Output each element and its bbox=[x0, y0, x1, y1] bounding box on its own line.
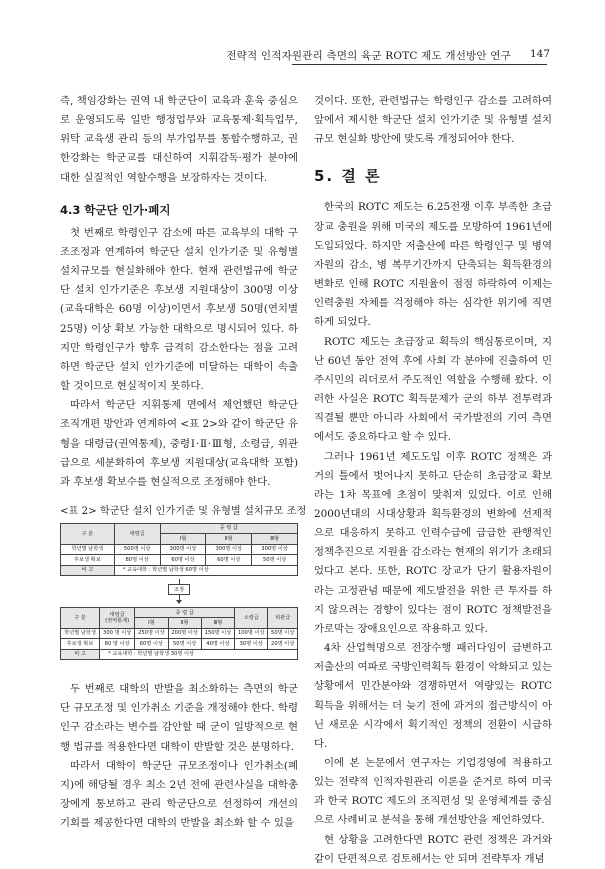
running-header-title: 전략적 인적자원관리 측면의 육군 ROTC 제도 개선방안 연구 bbox=[226, 50, 511, 62]
table-cell: 300명 이상 bbox=[252, 544, 298, 554]
left-column bbox=[60, 92, 307, 833]
paragraph: 이에 본 논문에서 연구자는 기업경영에 적용하고 있는 전략적 인적자원관리 이론을 준거로 하여 미국과 한국 ROTC 제도의 조직편성 및 운영체계를 중심으로 사례비교 분석을 통해 개선방안을 제언하였다. bbox=[314, 757, 552, 827]
table-header-cell: 대령급 bbox=[114, 523, 160, 544]
table-cell: 60명 이상 bbox=[206, 555, 252, 565]
arrow-down-icon bbox=[176, 600, 182, 604]
table-header-cell: Ⅱ형 bbox=[168, 618, 201, 628]
table-header-cell: Ⅲ형 bbox=[201, 618, 234, 628]
table-row bbox=[61, 628, 298, 638]
table-row bbox=[61, 544, 298, 554]
table-cell: 200명 이상 bbox=[168, 628, 201, 638]
adjust-arrow bbox=[60, 579, 298, 604]
adjust-label: 조정 bbox=[168, 584, 190, 595]
table-cell: 60명 이상 bbox=[135, 639, 168, 649]
table-cell: 60명 이상 bbox=[160, 555, 206, 565]
table-header-cell: 대령급 (권역통제) bbox=[100, 608, 135, 629]
section-heading-conclusion: 5. 결 론 bbox=[314, 167, 382, 186]
table-cell: 300명 이상 bbox=[160, 544, 206, 554]
table-cell: 50명 이상 bbox=[168, 639, 201, 649]
paragraph: 두 번째로 대학의 반발을 최소화하는 측면의 학군단 규모조정 및 인가취소 기준을 개정해야 한다. 학령인구 감소라는 변수를 감안할 때 군이 일방적으로 현행 법규를 적용한다면 대학이 반발할 것은 분명하다. bbox=[60, 683, 298, 753]
table-header-cell: Ⅰ형 bbox=[160, 534, 206, 544]
table-header-cell: Ⅲ형 bbox=[252, 534, 298, 544]
table-note: * 교육대학 : 학년별 남학생 30명 이상 bbox=[100, 649, 298, 659]
table-row bbox=[61, 639, 298, 649]
table-cell: 비 고 bbox=[61, 649, 100, 659]
table-caption: <표 2> 학군단 설치 인가기준 및 유형별 설치규모 조정 bbox=[60, 505, 307, 517]
paragraph: 따라서 대학이 학군단 규모조정이나 인가취소(폐지)에 해당될 경우 최소 2년 전에 관련사실을 대학총장에게 통보하고 관리 학군단으로 선정하여 개선의 기회를 제공한다면 대학의 반발을 최소화 할 수 있을 bbox=[60, 759, 298, 830]
table-cell: 학년별 남학생 bbox=[61, 544, 115, 554]
table-before bbox=[60, 523, 298, 576]
table-cell: 100명 이상 bbox=[235, 628, 268, 638]
table-cell: 80명 이상 bbox=[114, 555, 160, 565]
table-cell: 80 명 이상 bbox=[100, 639, 135, 649]
paragraph: 첫 번째로 학령인구 감소에 따른 교육부의 대학 구조조정과 연계하여 학군단 설치 인가기준 및 유형별 설치규모를 현실화해야 한다. 현재 관련법규에 학군단 설치 인가기준은 후보생 지원대상이 300명 이상(교육대학은 60명 이상)이면서 후보생 50명(연치별 25명) 이상 확보 가능한 대학으로 명시되어 있다. 하지만 학령인구가 향후 급격히 감소한다는 점을 고려하면 학군단 설치 인가기준에 미달하는 대학이 속출할 것이므로 현실적이지 못하다. bbox=[60, 226, 298, 393]
paragraph-continued: 즉, 책임강화는 권역 내 학군단이 교육과 훈육 중심으로 운영되도록 일반 행정업무와 교육통제·획득업무, 위탁 교육생 관리 등의 부가업무를 통합수행하고, 권한강화는 학군교를 대신하여 지휘감독·평가 분야에 대한 실질적인 역할수행을 보장하자는 것이다. bbox=[60, 95, 298, 184]
table-header-cell: 중 령 급 bbox=[160, 523, 297, 533]
page-number: 147 bbox=[530, 48, 551, 60]
right-column bbox=[314, 92, 552, 869]
table-header-cell: 구 분 bbox=[61, 608, 100, 629]
running-header bbox=[0, 46, 605, 66]
table-cell: 비 고 bbox=[61, 565, 115, 575]
table-header-cell: Ⅱ형 bbox=[206, 534, 252, 544]
table-header-cell: 위관급 bbox=[268, 608, 298, 629]
table-cell: 학년별 남학생 bbox=[61, 628, 100, 638]
table-note: * 교육대학 : 학년별 남학생 60명 이상 bbox=[114, 565, 297, 575]
table-header-cell: 구 분 bbox=[61, 523, 115, 544]
paragraph: ROTC 제도는 초급장교 획득의 핵심통로이며, 지난 60년 동안 전역 후에 사회 각 분야에 진출하여 민주시민의 리더로서 주도적인 역할을 수행해 왔다. 이러한 사실은 ROTC 획득문제가 군의 하부 전투력과 직결될 뿐만 아니라 사회에서 국가발전의 기여 측면에서도 중요하다고 할 수 있다. bbox=[314, 335, 552, 444]
table-row bbox=[61, 649, 298, 659]
table-cell: 50명 이상 bbox=[252, 555, 298, 565]
table-cell: 300 명 이상 bbox=[100, 628, 135, 638]
paragraph: 현 상황을 고려한다면 ROTC 관련 정책은 과거와 같이 단편적으로 검토해서는 안 되며 전략투자 개념 bbox=[314, 833, 552, 865]
paragraph: 한국의 ROTC 제도는 6.25전쟁 이후 부족한 초급장교 충원을 위해 미국의 제도를 모방하여 1961년에 도입되었다. 하지만 저출산에 따른 학령인구 및 병역자원의 감소, 병 복무기간까지 단축되는 획득환경의 변화로 인해 ROTC 지원율이 점점 하락하여 이제는 인력충원 자체를 걱정해야 하는 심각한 위기에 직면하게 되었다. bbox=[314, 201, 552, 329]
header-rule bbox=[292, 64, 547, 65]
paragraph-continued: 것이다. 또한, 관련법규는 학령인구 감소를 고려하여 앞에서 제시한 학군단 설치 인가기준 및 유형별 설치규모 현실화 방안에 맞도록 개정되어야 한다. bbox=[314, 95, 552, 146]
table-row bbox=[61, 565, 298, 575]
paragraph: 4차 산업혁명으로 전장수행 패러다임이 급변하고 저출산의 여파로 국방인력획득 환경이 악화되고 있는 상황에서 민간분야와 경쟁하면서 역량있는 ROTC 획득을 위해서는 더 늦기 전에 과거의 접근방식이 아닌 새로운 시각에서 획기적인 정책의 전환이 시급하다. bbox=[314, 642, 552, 750]
table-after bbox=[60, 607, 298, 660]
table-cell: 50명 이상 bbox=[268, 628, 298, 638]
table-cell: 20명 이상 bbox=[268, 639, 298, 649]
table-row bbox=[61, 555, 298, 565]
table-2 bbox=[60, 523, 298, 660]
table-header-cell: 소령급 bbox=[235, 608, 268, 629]
table-header-cell: Ⅰ형 bbox=[135, 618, 168, 628]
table-cell: 300명 이상 bbox=[206, 544, 252, 554]
table-cell: 후보생 확보 bbox=[61, 555, 115, 565]
table-cell: 500명 이상 bbox=[114, 544, 160, 554]
table-cell: 40명 이상 bbox=[201, 639, 234, 649]
table-cell: 후보생 확보 bbox=[61, 639, 100, 649]
paragraph: 따라서 학군단 지휘통제 면에서 제언했던 학군단 조직개편 방안과 연계하여 <표 2>와 같이 학군단 유형을 대령급(권역통제), 중령Ⅰ·Ⅱ·Ⅲ형, 소령급, 위관급으로 세분화하여 후보생 지원대상(교육대학 포함)과 후보생 확보수를 현실적으로 조정해야 한다. bbox=[60, 399, 298, 488]
table-cell: 250명 이상 bbox=[135, 628, 168, 638]
table-header-cell: 중 령 급 bbox=[135, 608, 235, 618]
table-cell: 150명 이상 bbox=[201, 628, 234, 638]
table-cell: 30명 이상 bbox=[235, 639, 268, 649]
paragraph: 그러나 1961년 제도도입 이후 ROTC 정책은 과거의 틀에서 벗어나지 못하고 단순히 초급장교 확보라는 1차 목표에 초점이 맞춰져 있었다. 이로 인해 2000년대의 시대상황과 획득환경의 변화에 선제적으로 대응하지 못하고 인력수급에 급급한 관행적인 정책추진으로 지원율 감소라는 현재의 위기가 초래되었다고 본다. 또한, ROTC 장교가 단기 활용자원이라는 고정관념 때문에 제도발전을 위한 큰 투자를 하지 않으려는 경향이 있다는 점이 ROTC 정책발전을 가로막는 장애요인으로 작용하고 있다. bbox=[314, 450, 552, 635]
section-heading-4-3: 4.3 학군단 인가·폐지 bbox=[60, 202, 171, 217]
